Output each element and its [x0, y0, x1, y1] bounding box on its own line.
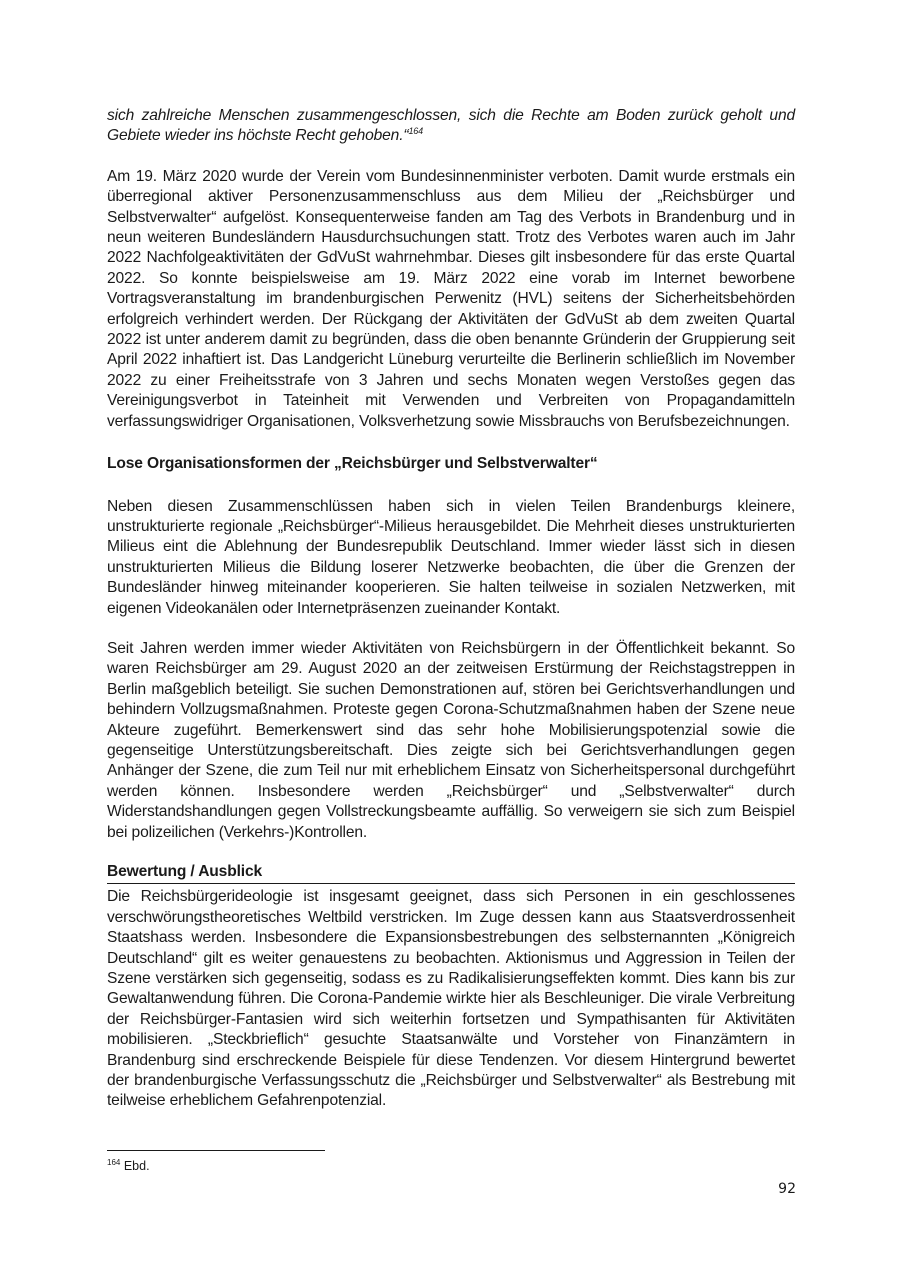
- footnote-text: Ebd.: [120, 1159, 150, 1173]
- document-body: [107, 106, 795, 1112]
- quote-text: sich zahlreiche Menschen zusammengeschlossen, sich die Rechte am Boden zurück geholt und Gebiete wieder ins höchste Recht gehoben.“: [107, 107, 795, 145]
- heading-bewertung-ausblick: Bewertung / Ausblick: [107, 862, 795, 884]
- footnote-separator: [107, 1150, 325, 1151]
- paragraph-bewertung: Die Reichsbürgerideologie ist insgesamt geeignet, dass sich Personen in ein geschlossenes verschwörungstheoretisches Weltbild verstricken. Im Zuge dessen kann aus Staatsverdrossenheit Staatshass werden. Insbesondere die Expansionsbestrebungen des selbsternannten „Königreich Deutschland“ gilt es weiter genauestens zu beobachten. Aktionismus und Aggression in Teilen der Szene verstärken sich gegenseitig, sodass es zu Radikalisierungseffekten kommt. Dies kann bis zur Gewaltanwendung führen. Die Corona-Pandemie wirkte hier als Beschleuniger. Die virale Verbreitung der Reichsbürger-Fantasien wird sich weiterhin fortsetzen und Sympathisanten für Aktivitäten mobilisieren. „Steckbrieflich“ gesuchte Staatsanwälte und Vorsteher von Finanzämtern in Brandenburg sind erschreckende Beispiele für diese Tendenzen. Vor diesem Hintergrund bewertet der brandenburgische Verfassungsschutz die „Reichsbürger und Selbstverwalter“ als Bestrebung mit teilweise erheblichem Gefahrenpotenzial.: [107, 888, 795, 1110]
- footnote-reference[interactable]: 164: [408, 126, 424, 137]
- paragraph-aktivitaeten: Seit Jahren werden immer wieder Aktivitäten von Reichsbürgern in der Öffentlichkeit bekannt. So waren Reichsbürger am 29. August 2020 an der zeitweisen Erstürmung der Reichstagstreppen in Berlin maßgeblich beteiligt. Sie suchen Demonstrationen auf, stören bei Gerichtsverhandlungen und behindern Vollzugsmaßnahmen. Proteste gegen Corona-Schutzmaßnahmen haben der Szene neue Akteure zugeführt. Bemerkenswert sind das sehr hohe Mobilisierungspotenzial sowie die gegenseitige Unterstützungsbereitschaft. Dies zeigte sich bei Gerichtsverhandlungen gegen Anhänger der Szene, die zum Teil nur mit erheblichem Einsatz von Sicherheitspersonal durchgeführt werden können. Insbesondere werden „Reichsbürger“ und „Selbstverwalter“ durch Widerstandshandlungen gegen Vollstreckungsbeamte auffällig. So verweigern sie sich zum Beispiel bei polizeilichen (Verkehrs-)Kontrollen.: [107, 639, 795, 841]
- paragraph-milieus: Neben diesen Zusammenschlüssen haben sich in vielen Teilen Brandenburgs kleinere, unstrukturierte regionale „Reichsbürger“-Milieus herausgebildet. Die Mehrheit dieses unstrukturierten Milieus eint die Ablehnung der Bundesrepublik Deutschland. Immer wieder lässt sich in diesen unstrukturierten Milieus die Bildung loserer Netzwerke beobachten, die über die Grenzen der Bundesländer hinweg miteinander kooperieren. Sie halten teilweise in sozialen Netzwerken, mit eigenen Videokanälen oder Internetpräsenzen zueinander Kontakt.: [107, 497, 795, 617]
- paragraph-verbot: Am 19. März 2020 wurde der Verein vom Bundesinnenminister verboten. Damit wurde erstmals ein überregional aktiver Personenzusammenschluss aus dem Milieu der „Reichsbürger und Selbstverwalter“ aufgelöst. Konsequenterweise fanden am Tag des Verbots in Brandenburg und in neun weiteren Bundesländern Hausdurchsuchungen statt. Trotz des Verbotes waren auch im Jahr 2022 Nachfolgeaktivitäten der GdVuSt wahrnehmbar. Dieses gilt insbesondere für das erste Quartal 2022. So konnte beispielsweise am 19. März 2022 eine vorab im Internet beworbene Vortragsveranstaltung im brandenburgischen Perwenitz (HVL) seitens der Sicherheitsbehörden erfolgreich verhindert werden. Der Rückgang der Aktivitäten der GdVuSt ab dem zweiten Quartal 2022 ist unter anderem damit zu begründen, dass die oben benannte Gründerin der Gruppierung seit April 2022 inhaftiert ist. Das Landgericht Lüneburg verurteilte die Berlinerin schließlich im November 2022 zu einer Freiheitsstrafe von 3 Jahren und sechs Monaten wegen Verstoßes gegen das Vereinigungsverbot in Tateinheit mit Verwenden und Verbreiten von Propagandamitteln verfassungswidriger Organisationen, Volksverhetzung sowie Missbrauchs von Berufsbezeichnungen.: [107, 167, 795, 430]
- heading-lose-organisationsformen: Lose Organisationsformen der „Reichsbürger und Selbstverwalter“: [107, 455, 598, 473]
- page-number: 92: [778, 1181, 796, 1197]
- footnote: [107, 1158, 150, 1174]
- quote-paragraph: [107, 106, 795, 147]
- footnote-number: 164: [107, 1157, 121, 1167]
